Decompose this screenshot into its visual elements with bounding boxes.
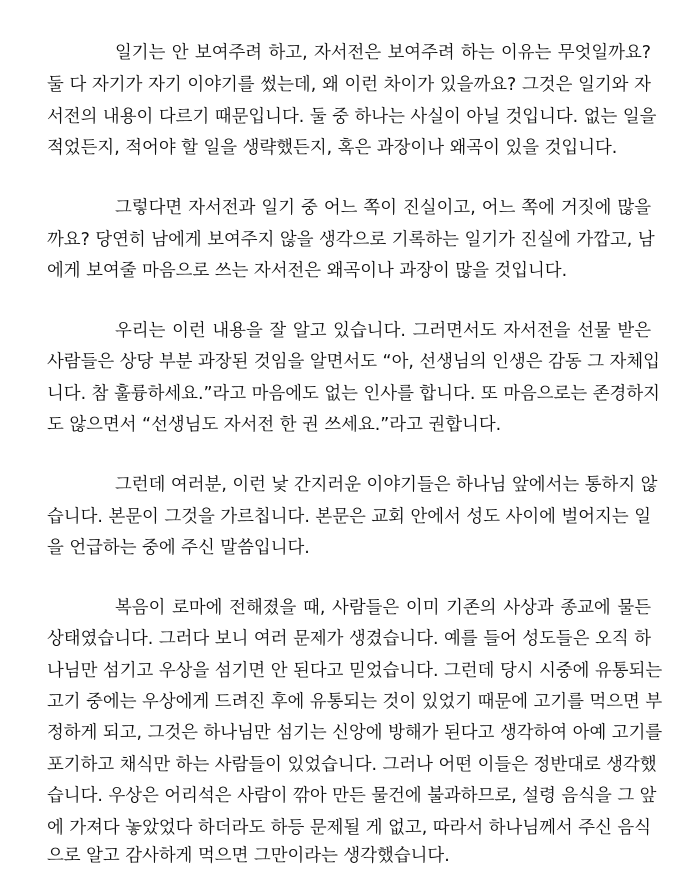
paragraph-1-line-1: 일기는 안 보여주려 하고, 자서전은 보여주려 하는 이유는 무엇일까요? (115, 43, 651, 63)
paragraph-4-line-3: 을 언급하는 중에 주신 말씀입니다. (47, 538, 310, 558)
paragraph-5-line-7: 습니다. 우상은 어리석은 사람이 깎아 만든 물건에 불과하므로, 설령 음식을 그 앞 (47, 786, 657, 806)
paragraph-5-line-8: 에 가져다 놓았었다 하더라도 하등 문제될 게 없고, 따라서 하나님께서 주신 음식 (47, 818, 651, 838)
paragraph-3-line-4: 도 않으면서 “선생님도 자서전 한 권 쓰세요.”라고 권합니다. (47, 415, 502, 435)
paragraph-5-line-6: 포기하고 채식만 하는 사람들이 있었습니다. 그러나 어떤 이들은 정반대로 생각했 (47, 755, 657, 775)
paragraph-5-line-2: 상태였습니다. 그러다 보니 여러 문제가 생겼습니다. 예를 들어 성도들은 오직 하 (47, 629, 651, 649)
paragraph-2-line-3: 에게 보여줄 마음으로 쓰는 자서전은 왜곡이나 과장이 많을 것입니다. (47, 261, 568, 281)
paragraph-1-line-2: 둘 다 자기가 자기 이야기를 썼는데, 왜 이런 차이가 있을까요? 그것은 일기와 자 (47, 75, 651, 95)
paragraph-5-line-3: 나님만 섬기고 우상을 섬기면 안 된다고 믿었습니다. 그런데 당시 시중에 유통되는 (47, 661, 663, 681)
paragraph-2-line-2: 까요? 당연히 남에게 보여주지 않을 생각으로 기록하는 일기가 진실에 가깝고, 남 (47, 230, 655, 250)
paragraph-3-line-1: 우리는 이런 내용을 잘 알고 있습니다. 그러면서도 자서전을 선물 받은 (115, 321, 651, 341)
paragraph-5-line-4: 고기 중에는 우상에게 드려진 후에 유통되는 것이 있었기 때문에 고기를 먹으면 부 (47, 692, 663, 712)
paragraph-2-line-1: 그렇다면 자서전과 일기 중 어느 쪽이 진실이고, 어느 쪽에 거짓에 많을 (115, 198, 651, 218)
paragraph-1-line-4: 적었든지, 적어야 할 일을 생략했든지, 혹은 과장이나 왜곡이 있을 것입니다. (47, 138, 618, 158)
paragraph-5-line-5: 정하게 되고, 그것은 하나님만 섬기는 신앙에 방해가 된다고 생각하여 아예 고기를 (47, 723, 663, 743)
paragraph-5-line-9: 으로 알고 감사하게 먹으면 그만이라는 생각했습니다. (47, 846, 450, 866)
paragraph-3-line-3: 니다. 참 훌륭하세요.”라고 마음에도 없는 인사를 합니다. 또 마음으로는 존경하지 (47, 384, 660, 404)
paragraph-3-line-2: 사람들은 상당 부분 과장된 것임을 알면서도 “아, 선생님의 인생은 감동 그 자체입 (47, 352, 660, 372)
paragraph-4-line-2: 습니다. 본문이 그것을 가르칩니다. 본문은 교회 안에서 성도 사이에 벌어지는 일 (47, 507, 651, 527)
paragraph-1-line-3: 서전의 내용이 다르기 때문입니다. 둘 중 하나는 사실이 아닐 것입니다. 없는 일을 (47, 107, 657, 127)
paragraph-4-line-1: 그런데 여러분, 이런 낯 간지러운 이야기들은 하나님 앞에서는 통하지 않 (115, 475, 658, 495)
paragraph-5-line-1: 복음이 로마에 전해졌을 때, 사람들은 이미 기존의 사상과 종교에 물든 (115, 598, 651, 618)
